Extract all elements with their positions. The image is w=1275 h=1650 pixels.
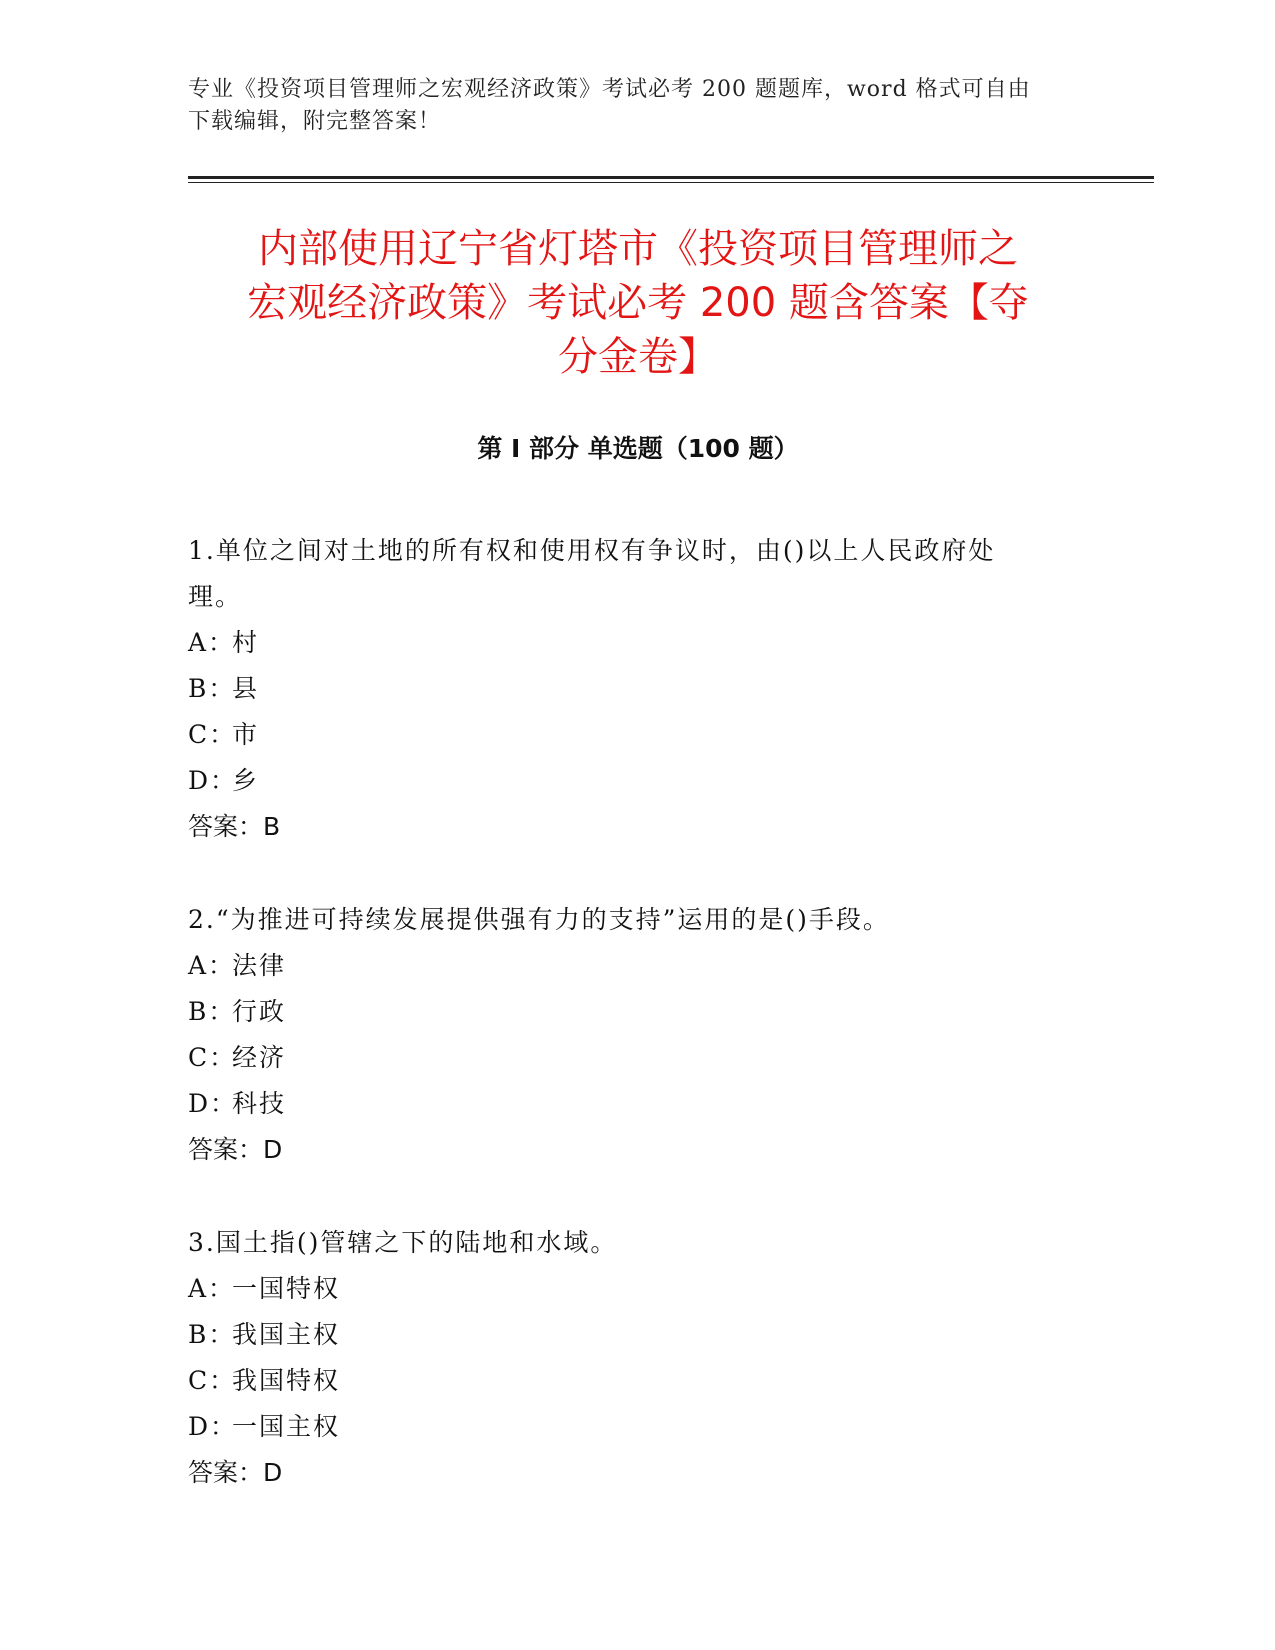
option-b bbox=[188, 666, 1088, 712]
option-key: D： bbox=[188, 1412, 238, 1441]
document-title-line-2: 宏观经济政策》考试必考 200 题含答案【夺 bbox=[247, 280, 1029, 326]
option-text: 县 bbox=[232, 674, 260, 703]
option-key: D： bbox=[188, 766, 238, 795]
option-key: A： bbox=[188, 628, 236, 657]
header-note-line-2: 下载编辑，附完整答案！ bbox=[188, 109, 442, 134]
question-stem-line: 3.国土指()管辖之下的陆地和水域。 bbox=[188, 1228, 618, 1257]
question-spacer bbox=[188, 850, 1088, 897]
option-c bbox=[188, 712, 1088, 758]
option-key: C： bbox=[188, 1043, 237, 1072]
option-text: 科技 bbox=[232, 1089, 287, 1118]
answer-label: 答案：D bbox=[188, 1135, 283, 1164]
option-text: 村 bbox=[232, 628, 260, 657]
question-stem-line: 2.“为推进可持续发展提供强有力的支持”运用的是()手段。 bbox=[188, 905, 890, 934]
option-c bbox=[188, 1358, 1088, 1404]
section-title: 第 I 部分 单选题（100 题） bbox=[477, 434, 799, 463]
header-note-line-1: 专业《投资项目管理师之宏观经济政策》考试必考 200 题题库，word 格式可自由 bbox=[188, 77, 1031, 102]
document-title bbox=[188, 222, 1088, 384]
option-key: B： bbox=[188, 674, 236, 703]
option-key: A： bbox=[188, 951, 236, 980]
question-stem-line: 理。 bbox=[188, 582, 243, 611]
option-text: 行政 bbox=[232, 997, 287, 1026]
option-text: 我国主权 bbox=[232, 1320, 341, 1349]
option-key: B： bbox=[188, 997, 236, 1026]
question-stem bbox=[188, 897, 1088, 943]
option-a bbox=[188, 620, 1088, 666]
option-key: C： bbox=[188, 720, 237, 749]
answer-label: 答案：D bbox=[188, 1458, 283, 1487]
option-b bbox=[188, 989, 1088, 1035]
option-d bbox=[188, 1404, 1088, 1450]
question-stem bbox=[188, 528, 1088, 620]
option-c bbox=[188, 1035, 1088, 1081]
option-d bbox=[188, 1081, 1088, 1127]
option-key: B： bbox=[188, 1320, 236, 1349]
option-key: D： bbox=[188, 1089, 238, 1118]
question-3 bbox=[188, 1220, 1088, 1496]
option-text: 我国特权 bbox=[232, 1366, 341, 1395]
header-note bbox=[188, 74, 1088, 138]
option-a bbox=[188, 943, 1088, 989]
header-divider-thin bbox=[188, 182, 1154, 183]
question-1 bbox=[188, 528, 1088, 850]
option-text: 市 bbox=[232, 720, 260, 749]
option-key: A： bbox=[188, 1274, 236, 1303]
question-stem bbox=[188, 1220, 1088, 1266]
header-divider-thick bbox=[188, 176, 1154, 179]
option-text: 一国特权 bbox=[232, 1274, 341, 1303]
question-stem-line: 1.单位之间对土地的所有权和使用权有争议时，由()以上人民政府处 bbox=[188, 536, 996, 565]
option-d bbox=[188, 758, 1088, 804]
question-2 bbox=[188, 897, 1088, 1173]
document-title-line-1: 内部使用辽宁省灯塔市《投资项目管理师之 bbox=[258, 226, 1018, 272]
question-list bbox=[188, 528, 1088, 1496]
document-title-line-3: 分金卷】 bbox=[558, 334, 718, 380]
option-b bbox=[188, 1312, 1088, 1358]
option-text: 经济 bbox=[232, 1043, 287, 1072]
option-text: 法律 bbox=[232, 951, 287, 980]
option-text: 一国主权 bbox=[232, 1412, 341, 1441]
answer-label: 答案：B bbox=[188, 812, 281, 841]
option-text: 乡 bbox=[232, 766, 260, 795]
option-a bbox=[188, 1266, 1088, 1312]
option-key: C： bbox=[188, 1366, 237, 1395]
question-spacer bbox=[188, 1173, 1088, 1220]
